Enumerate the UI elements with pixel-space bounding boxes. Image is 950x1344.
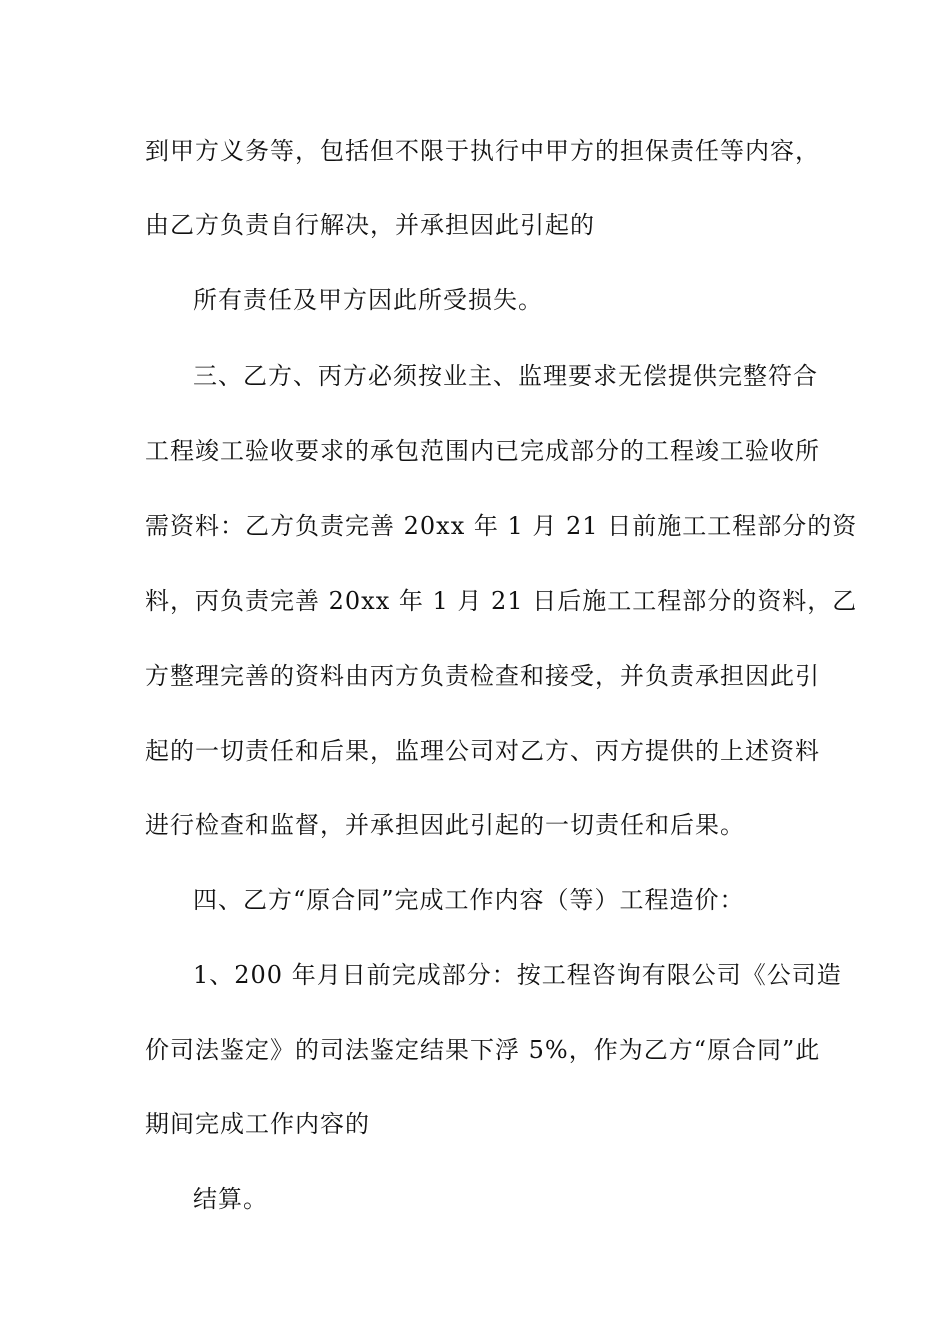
text-line: 期间完成工作内容的 <box>145 1110 370 1138</box>
paragraph-four-heading: 四、乙方“原合同”完成工作内容（等）工程造价： <box>193 886 745 914</box>
text-line: 方整理完善的资料由丙方负责检查和接受，并负责承担因此引 <box>145 662 820 690</box>
text-line: 工程竣工验收要求的承包范围内已完成部分的工程竣工验收所 <box>145 437 820 465</box>
text-line: 价司法鉴定》的司法鉴定结果下浮 5%，作为乙方“原合同”此 <box>145 1036 821 1064</box>
text-line: 进行检查和监督，并承担因此引起的一切责任和后果。 <box>145 811 745 839</box>
text-line: 由乙方负责自行解决，并承担因此引起的 <box>145 211 595 239</box>
text-line: 结算。 <box>193 1185 268 1213</box>
text-line: 到甲方义务等，包括但不限于执行中甲方的担保责任等内容， <box>145 137 820 165</box>
clause-one-start: 1、200 年月日前完成部分：按工程咨询有限公司《公司造 <box>193 961 842 989</box>
paragraph-three-start: 三、乙方、丙方必须按业主、监理要求无偿提供完整符合 <box>193 362 818 390</box>
text-line: 所有责任及甲方因此所受损失。 <box>193 286 543 314</box>
text-line: 料，丙负责完善 20xx 年 1 月 21 日后施工工程部分的资料，乙 <box>145 587 858 615</box>
text-line: 需资料：乙方负责完善 20xx 年 1 月 21 日前施工工程部分的资 <box>145 512 858 540</box>
text-line: 起的一切责任和后果，监理公司对乙方、丙方提供的上述资料 <box>145 737 820 765</box>
